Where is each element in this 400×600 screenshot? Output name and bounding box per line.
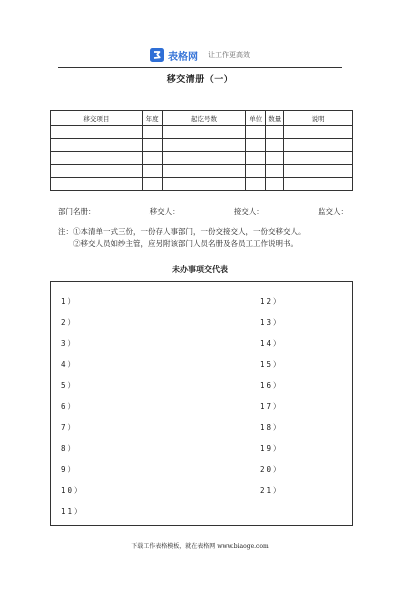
brand-slogan: 让工作更高效	[208, 51, 250, 59]
table-cell[interactable]	[246, 126, 266, 139]
table-cell[interactable]	[51, 139, 143, 152]
table-cell[interactable]	[266, 126, 284, 139]
table-cell[interactable]	[246, 165, 266, 178]
transferor-label: 移交人：	[149, 207, 180, 216]
supervisor-label: 监交人：	[317, 207, 348, 216]
pending-item-left: 4）	[61, 360, 78, 369]
table-cell[interactable]	[284, 139, 353, 152]
table-cell[interactable]	[162, 152, 246, 165]
pending-item-right: 14）	[260, 339, 283, 348]
table-cell[interactable]	[284, 178, 353, 191]
pending-item-left: 3）	[61, 339, 78, 348]
document-title: 移交清册（一）	[166, 75, 234, 85]
pending-item-left: 2）	[61, 318, 78, 327]
table-cell[interactable]	[284, 165, 353, 178]
pending-items-title: 未办事项交代表	[172, 264, 228, 274]
pending-item-right: 17）	[260, 402, 283, 411]
pending-item-left: 7）	[61, 423, 78, 432]
table-cell[interactable]	[266, 165, 284, 178]
table-cell[interactable]	[51, 126, 143, 139]
handover-table	[50, 110, 353, 191]
footer-text: 下载工作表格模板，就在表格网 www.biaoge.com	[131, 543, 269, 550]
column-header-remarks: 说明	[284, 111, 353, 126]
table-cell[interactable]	[162, 178, 246, 191]
table-cell[interactable]	[266, 178, 284, 191]
brand-name: 表格网	[168, 51, 198, 63]
table-cell[interactable]	[51, 178, 143, 191]
table-cell[interactable]	[266, 152, 284, 165]
pending-item-right: 21）	[260, 486, 283, 495]
table-cell[interactable]	[142, 152, 162, 165]
receiver-label: 接交人：	[233, 207, 264, 216]
table-cell[interactable]	[162, 126, 246, 139]
table-cell[interactable]	[51, 152, 143, 165]
pending-item-right: 20）	[260, 465, 283, 474]
column-header-year: 年度	[142, 111, 162, 126]
table-header-row	[51, 111, 353, 126]
table-cell[interactable]	[142, 178, 162, 191]
table-cell[interactable]	[246, 139, 266, 152]
cube-logo-icon	[150, 48, 164, 62]
table-row	[51, 178, 353, 191]
pending-items-box	[50, 281, 353, 526]
pending-item-left: 9）	[61, 465, 78, 474]
table-cell[interactable]	[284, 126, 353, 139]
note-line-2: ②移交人员如纱主管，应另附该部门人员名册及各员工工作说明书。	[73, 239, 298, 248]
table-cell[interactable]	[266, 139, 284, 152]
pending-item-left: 10）	[61, 486, 84, 495]
table-cell[interactable]	[142, 165, 162, 178]
pending-item-left: 8）	[61, 444, 78, 453]
pending-item-right: 13）	[260, 318, 283, 327]
pending-item-left: 11）	[61, 507, 84, 516]
table-row	[51, 126, 353, 139]
table-row	[51, 165, 353, 178]
column-header-quantity: 数量	[266, 111, 284, 126]
table-cell[interactable]	[246, 178, 266, 191]
table-cell[interactable]	[246, 152, 266, 165]
table-cell[interactable]	[142, 139, 162, 152]
column-header-item: 移交项目	[51, 111, 143, 126]
pending-item-right: 12）	[260, 297, 283, 306]
table-cell[interactable]	[162, 165, 246, 178]
pending-item-left: 1）	[61, 297, 78, 306]
table-cell[interactable]	[284, 152, 353, 165]
note-line-1: 注：①本清单一式三份，一份存人事部门，一份交接交人，一份交移交人。	[58, 227, 306, 236]
column-header-unit: 单位	[246, 111, 266, 126]
brand-header	[0, 44, 400, 66]
pending-item-right: 15）	[260, 360, 283, 369]
column-header-number-range: 起讫号数	[162, 111, 246, 126]
pending-item-right: 19）	[260, 444, 283, 453]
table-cell[interactable]	[162, 139, 246, 152]
table-row	[51, 152, 353, 165]
pending-item-left: 5）	[61, 381, 78, 390]
table-row	[51, 139, 353, 152]
signature-line	[58, 206, 348, 217]
department-roster-label: 部门名册：	[58, 207, 96, 216]
pending-item-right: 16）	[260, 381, 283, 390]
pending-item-left: 6）	[61, 402, 78, 411]
table-cell[interactable]	[142, 126, 162, 139]
table-cell[interactable]	[51, 165, 143, 178]
header-divider	[58, 67, 342, 68]
pending-item-right: 18）	[260, 423, 283, 432]
